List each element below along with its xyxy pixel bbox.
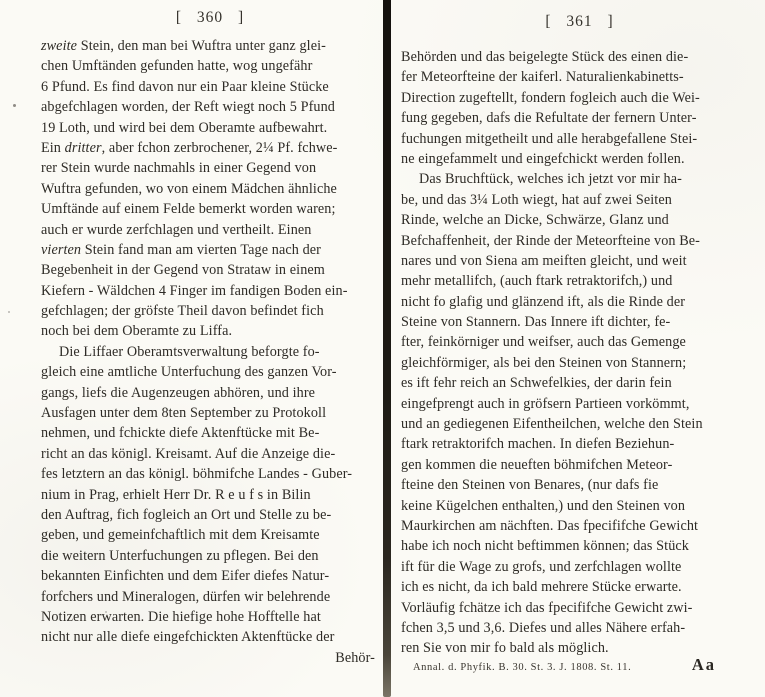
- text-line: nehmen, und fchickte diefe Aktenftücke mit Be-: [41, 425, 320, 442]
- text-line: ne eingefammelt und eingefchickt werden follen.: [401, 150, 685, 167]
- text-line: Begebenheit in der Gegend von Strataw in einem: [41, 262, 325, 279]
- text-line: Steine von Stannern. Das Innere ift dichter, fe-: [401, 314, 671, 331]
- text-line: ren Sie von mir fo bald als möglich.: [401, 640, 609, 657]
- text-line: fchen 3,5 und 3,6. Diefes und alles Nähere erfah-: [401, 619, 686, 636]
- text-line: ftark retraktorifch machen. In diefen Beziehun-: [401, 436, 675, 453]
- text-line: Direction zugeftellt, fondern fogleich auch die Wei-: [401, 89, 700, 106]
- text-line: die weitern Unterfuchungen zu pflegen. Bei den: [41, 547, 319, 564]
- text-line: Ein dritter, aber fchon zerbrochener, 2¼ Pf. fchwe-: [41, 139, 338, 156]
- text-line: 19 Loth, und wird bei dem Oberamte aufbewahrt.: [41, 119, 328, 136]
- text-line: Behörden und das beigelegte Stück des einen die-: [401, 49, 689, 65]
- text-line: Die Liffaer Oberamtsverwaltung beforgte fo-: [59, 343, 320, 360]
- page-361-text-column: [401, 47, 758, 659]
- scan-speck: [105, 611, 107, 613]
- text-line: gleichförmiger, als bei den Steinen von Stannern;: [401, 354, 687, 371]
- scan-speck: [13, 104, 16, 107]
- journal-citation: Annal. d. Phyfik. B. 30. St. 3. J. 1808. St. 11.: [413, 662, 632, 673]
- text-line: Notizen erwarten. Die hiefige hohe Hofftelle hat: [41, 608, 321, 625]
- catchword: Behör-: [335, 649, 375, 666]
- text-line: fter, feinkörniger und weifser, auch das Gemenge: [401, 334, 686, 351]
- scan-speck: [8, 311, 10, 313]
- text-line: Wuftra gefunden, wo von einem Mädchen ähnliche: [41, 180, 337, 197]
- text-line: fteine den Steinen von Benares, (nur dafs fie: [401, 477, 659, 494]
- text-line: fung gegeben, dafs die Refultate der fernern Unter-: [401, 110, 697, 127]
- signature-mark: Aa: [691, 655, 716, 674]
- text-line: chen Umftänden gefunden hatte, wog ungefähr: [41, 58, 313, 75]
- page-number-right: [ 361 ]: [545, 13, 614, 30]
- text-line: gefchlagen; der gröfste Theil davon befindet fich: [41, 303, 324, 320]
- text-line: geben, und gemeinfchaftlich mit dem Kreisamte: [41, 527, 320, 544]
- text-line: fer Meteorfteine der kaiferl. Naturalienkabinetts-: [401, 69, 684, 86]
- text-line: nicht fo glafig und glänzend ift, als die Rinde der: [401, 293, 686, 310]
- text-line: ift für die Wage zu grofs, und zerfchlagen wollte: [401, 558, 682, 575]
- text-line: es ift fehr reich an Schwefelkies, der darin fein: [401, 375, 672, 392]
- text-line: be, und das 3¼ Loth wiegt, hat auf zwei Seiten: [401, 191, 672, 208]
- text-line: mehr metallifch, (auch ftark retraktorifch,) und: [401, 273, 673, 290]
- text-line: und an gediegenen Eifentheilchen, welche den Stein: [401, 416, 703, 433]
- text-line: Vorläufig fchätze ich das fpecififche Gewicht zwi-: [401, 599, 693, 616]
- text-line: gen kommen die neueften böhmifchen Meteor-: [401, 456, 673, 473]
- text-line: rer Stein wurde nachmahls in einer Gegend von: [41, 160, 317, 177]
- page-360-text-column: [41, 36, 379, 668]
- text-line: nicht nur alle diefe eingefchickten Aktenftücke der: [41, 629, 335, 646]
- text-line: Rinde, welche an Dicke, Schwärze, Glanz und: [401, 212, 669, 229]
- text-line: forfchers und Mineralogen, dürfen wir belehrende: [41, 588, 331, 605]
- text-line: gleich eine amtliche Unterfuchung des ganzen Vor-: [41, 364, 337, 381]
- text-line: Befchaffenheit, der Rinde der Meteorfteine von Be-: [401, 232, 701, 249]
- text-line: ich es nicht, da ich bald mehrere Stücke erwarte.: [401, 579, 682, 596]
- page-number-left: [ 360 ]: [175, 9, 245, 26]
- text-line: Kiefern - Wäldchen 4 Finger im fandigen Boden ein-: [41, 282, 348, 299]
- text-line: Umftände auf einem Felde bemerkt worden waren;: [41, 201, 336, 218]
- text-line: abgefchlagen worden, der Reft wiegt noch 5 Pfund: [41, 99, 335, 116]
- text-line: nium in Prag, erhielt Herr Dr. R e u f s in Bilin: [41, 486, 311, 503]
- text-line: nares und von Siena am meiften gleicht, und weit: [401, 252, 687, 269]
- text-line: vierten Stein fand man am vierten Tage nach der: [41, 241, 321, 258]
- text-line: Das Bruchftück, welches ich jetzt vor mir ha-: [419, 171, 682, 188]
- text-line: richt an das königl. Kreisamt. Auf die Anzeige die-: [41, 445, 336, 462]
- text-line: fuchungen mitgetheilt und alle herabgefallene Stei-: [401, 130, 698, 147]
- text-line: noch bei dem Oberamte zu Liffa.: [41, 323, 233, 340]
- text-line: den Auftrag, fich fogleich an Ort und Stelle zu be-: [41, 506, 332, 523]
- page-footer: [401, 655, 758, 675]
- text-line: Ausfagen unter dem 8ten September zu Protokoll: [41, 405, 327, 422]
- text-line: eingefprengt auch in gröfsern Partieen vorkömmt,: [401, 395, 690, 412]
- text-line: bekannten Einfichten und dem Eifer diefes Natur-: [41, 568, 330, 585]
- text-line: auch er wurde zerfchlagen und vertheilt. Einen: [41, 221, 312, 238]
- text-line: fes letztern an das königl. böhmifche Landes - Guber-: [41, 466, 353, 483]
- text-line: keine Kügelchen enthalten,) und den Steinen von: [401, 497, 686, 514]
- text-line: habe ich noch nicht beftimmen können; das Stück: [401, 538, 689, 555]
- text-line: gangs, liefs die Augenzeugen abhören, und ihre: [41, 384, 316, 401]
- text-line: Maurkirchen am nächften. Das fpecififche Gewicht: [401, 517, 699, 534]
- gutter-rule: [383, 0, 391, 697]
- text-line: 6 Pfund. Es find davon nur ein Paar kleine Stücke: [41, 78, 329, 95]
- text-line: zweite Stein, den man bei Wuftra unter ganz glei-: [41, 38, 326, 54]
